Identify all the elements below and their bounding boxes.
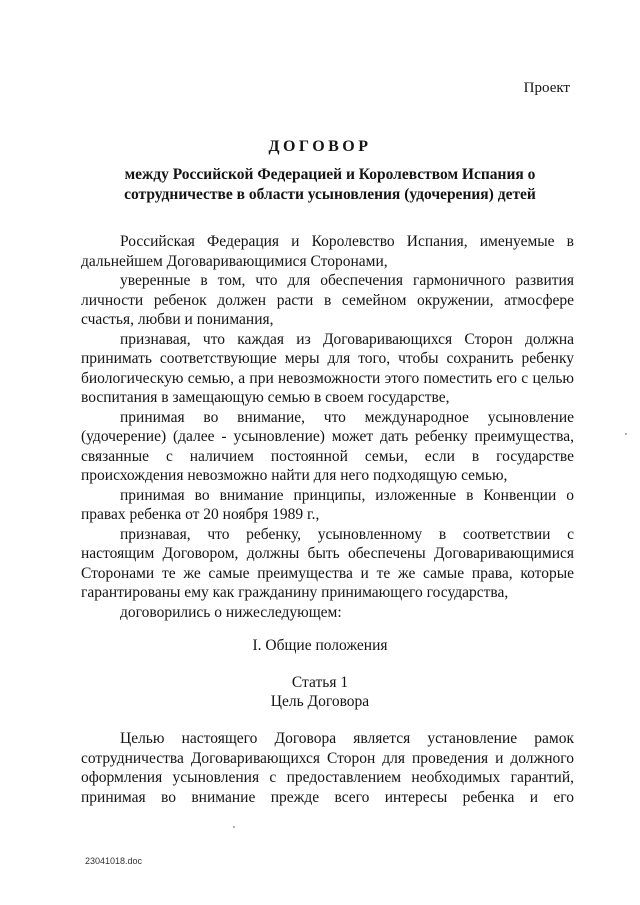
preamble-paragraph: договорились о нижеследующем: bbox=[120, 603, 342, 621]
footer-filename: 23041018.doc bbox=[85, 856, 143, 866]
document-subtitle: между Российской Федерацией и Королевством Испания о сотрудничестве в области усыновления (удочерения) детей bbox=[124, 166, 536, 203]
section-heading: I. Общие положения bbox=[252, 637, 388, 654]
article-paragraph: Целью настоящего Договора является установление рамок сотрудничества Договаривающихся Сторон для проведения и должного оформления усыновления с предоставлением необходимых гарантий, принимая во внимание прежде всего интересы ребенка и его bbox=[81, 730, 574, 806]
preamble-paragraph: признавая, что ребенку, усыновленному в соответствии с настоящим Договором, должны быть обеспечены Договаривающимися Сторонами те же самые преимущества и те же самые права, которые гарантированы ему как гражданину принимающего государства, bbox=[81, 525, 574, 601]
article-title: Цель Договора bbox=[270, 693, 370, 710]
preamble-paragraph: принимая во внимание, что международное усыновление (удочерение) (далее - усыновление) может дать ребенку преимущества, связанные с наличием постоянной семьи, если в государстве происхождения невозможно найти для него подходящую семью, bbox=[81, 408, 574, 484]
scan-speck bbox=[625, 433, 627, 435]
preamble bbox=[81, 232, 574, 622]
preamble-paragraph: уверенные в том, что для обеспечения гармоничного развития личности ребенок должен расти в семейном окружении, атмосфере счастья, любви и понимания, bbox=[81, 272, 574, 328]
scan-speck bbox=[233, 826, 235, 828]
preamble-paragraph: Российская Федерация и Королевство Испания, именуемые в дальнейшем Договаривающимися Сторонами, bbox=[81, 233, 574, 270]
draft-stamp: Проект bbox=[523, 80, 570, 96]
article-number: Статья 1 bbox=[291, 674, 349, 691]
article-body bbox=[81, 729, 574, 807]
document-title: ДОГОВОР bbox=[268, 138, 372, 155]
preamble-paragraph: принимая во внимание принципы, изложенные в Конвенции о правах ребенка от 20 ноября 1989 г., bbox=[81, 486, 574, 523]
preamble-paragraph: признавая, что каждая из Договаривающихся Сторон должна принимать соответствующие меры для того, чтобы сохранить ребенку биологическую семью, а при невозможности этого поместить его с целью воспитания в замещающую семью в своем государстве, bbox=[81, 330, 574, 406]
